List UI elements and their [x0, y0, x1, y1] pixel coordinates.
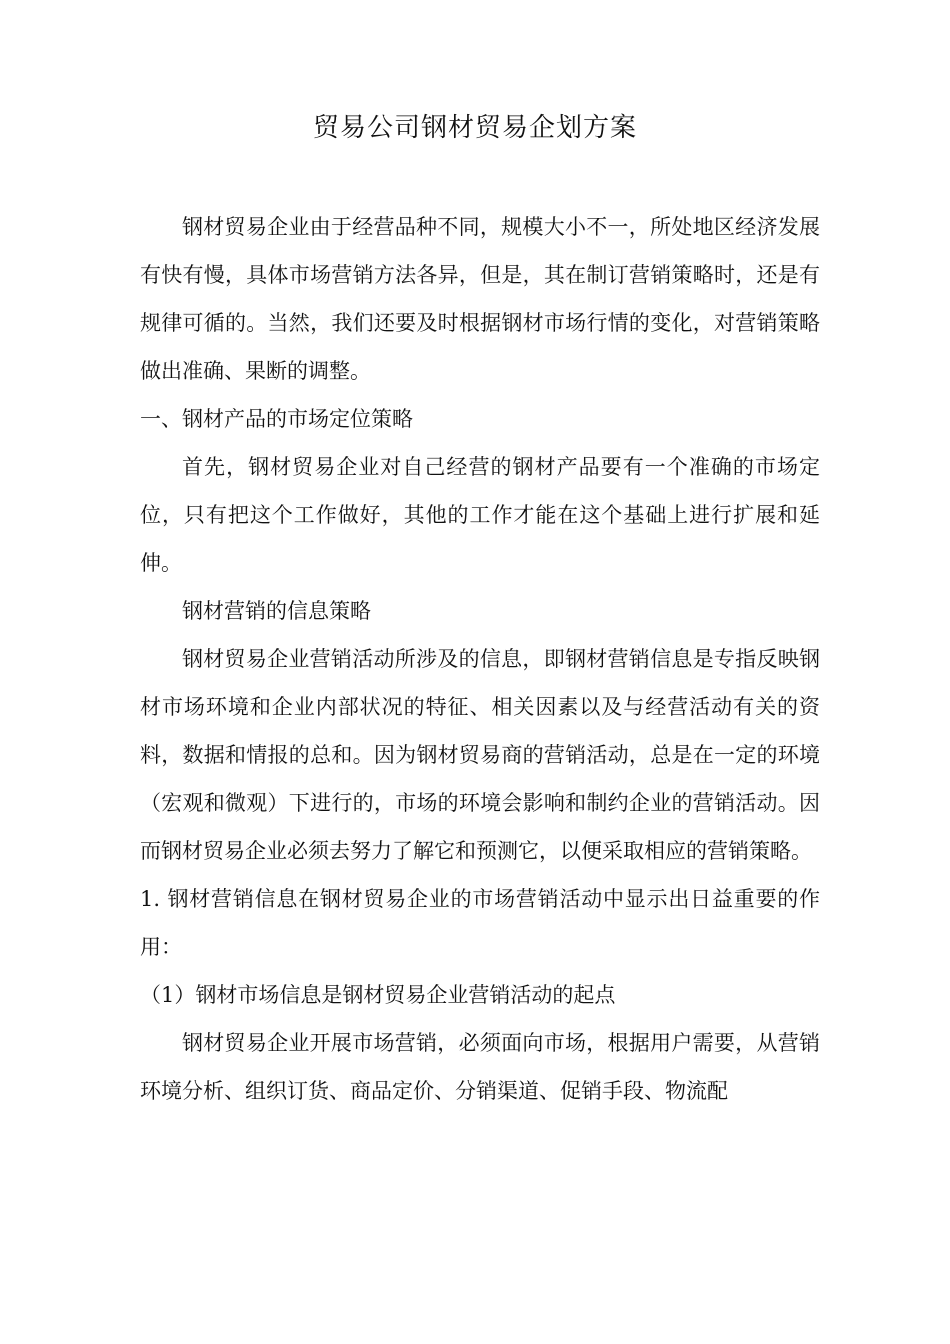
- subsection-heading-information: 钢材营销的信息策略: [182, 599, 371, 623]
- numbered-item-1: 1. 钢材营销信息在钢材贸易企业的市场营销活动中显示出日益重要的作用：: [140, 887, 820, 959]
- intro-paragraph: 钢材贸易企业由于经营品种不同，规模大小不一，所处地区经济发展有快有慢，具体市场营销方法各异，但是，其在制订营销策略时，还是有规律可循的。当然，我们还要及时根据钢材市场行情的变化，对营销策略做出准确、果断的调整。: [140, 215, 820, 383]
- information-paragraph: 钢材贸易企业营销活动所涉及的信息，即钢材营销信息是专指反映钢材市场环境和企业内部状况的特征、相关因素以及与经营活动有关的资料，数据和情报的总和。因为钢材贸易商的营销活动，总是在一定的环境（宏观和微观）下进行的，市场的环境会影响和制约企业的营销活动。因而钢材贸易企业必须去努力了解它和预测它，以便采取相应的营销策略。: [140, 647, 820, 863]
- positioning-paragraph: 首先，钢材贸易企业对自己经营的钢材产品要有一个准确的市场定位，只有把这个工作做好，其他的工作才能在这个基础上进行扩展和延伸。: [140, 455, 820, 575]
- document-body: [140, 203, 820, 1115]
- section-heading-positioning: 一、钢材产品的市场定位策略: [140, 407, 413, 431]
- market-info-paragraph: 钢材贸易企业开展市场营销，必须面向市场，根据用户需要，从营销环境分析、组织订货、商品定价、分销渠道、促销手段、物流配: [140, 1031, 820, 1103]
- sub-item-1: （1）钢材市场信息是钢材贸易企业营销活动的起点: [140, 983, 616, 1007]
- document-title: 贸易公司钢材贸易企划方案: [312, 113, 637, 143]
